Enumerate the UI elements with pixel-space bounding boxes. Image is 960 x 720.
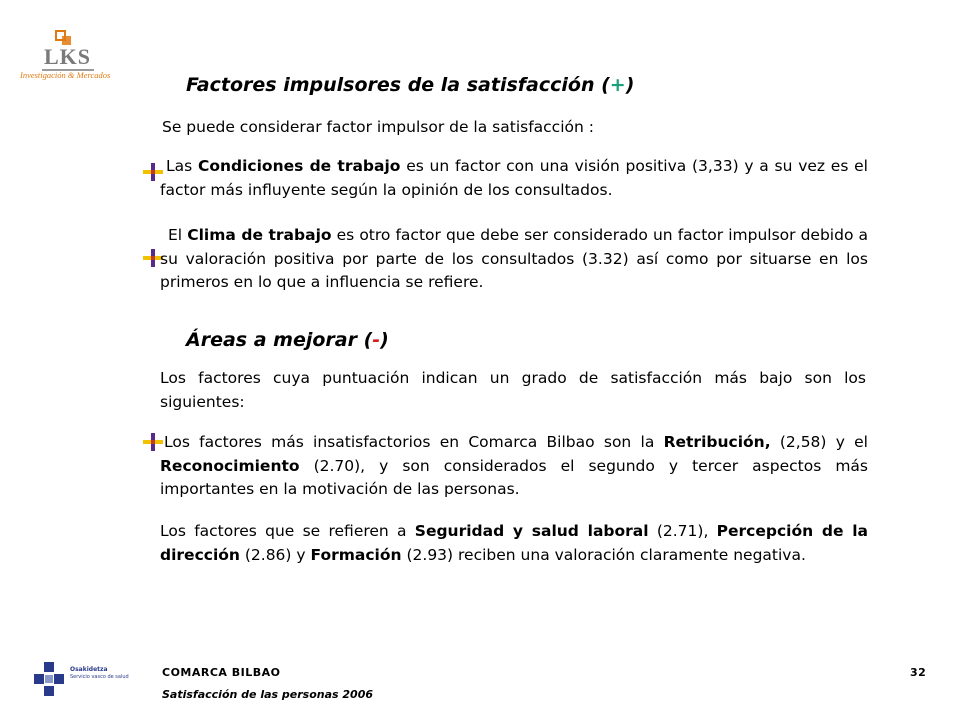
keyword-seguridad: Seguridad y salud laboral: [414, 522, 649, 540]
heading-close: ): [380, 329, 389, 351]
osakidetza-tagline: Servicio vasco de salud: [70, 674, 129, 680]
paragraph-retribucion: Los factores más insatisfactorios en Comarca Bilbao son la Retribución, (2,58) y el Reconocimiento (2.70), y son considerados el segundo y tercer aspectos más importantes en la motivación de las personas.: [160, 433, 868, 498]
section-intro: Se puede considerar factor impulsor de la satisfacción :: [162, 118, 594, 136]
paragraph-condiciones: Las Condiciones de trabajo es un factor con una visión positiva (3,33) y a su vez es el factor más influyente según la opinión de los consultados.: [160, 157, 868, 199]
section-intro-mejorar: Los factores cuya puntuación indican un grado de satisfacción más bajo son los siguientes:: [160, 369, 866, 411]
section-heading-mejorar: [186, 329, 389, 351]
logo-text: LKS: [44, 44, 92, 69]
keyword-percepcion: Percepción de la dirección: [160, 522, 869, 564]
plus-symbol: +: [609, 74, 626, 96]
lks-logo: [18, 30, 118, 86]
keyword-retribucion: Retribución,: [663, 433, 771, 451]
heading-text: Factores impulsores de la satisfacción (: [186, 74, 610, 96]
heading-close: ): [625, 74, 635, 96]
page-number: 32: [910, 666, 927, 679]
minus-symbol: -: [372, 329, 381, 351]
keyword-reconocimiento: Reconocimiento: [160, 456, 300, 475]
footer-organization: COMARCA BILBAO: [162, 666, 281, 679]
keyword-formacion: Formación: [310, 545, 402, 564]
keyword-clima: Clima de trabajo: [187, 226, 332, 244]
keyword-condiciones: Condiciones de trabajo: [197, 157, 401, 175]
osakidetza-logo: [32, 660, 132, 704]
osakidetza-cross-icon: [32, 660, 66, 700]
osakidetza-name: Osakidetza: [70, 666, 108, 673]
paragraph-clima: El Clima de trabajo es otro factor que debe ser considerado un factor impulsor debido a su valoración positiva por parte de los consultados (3.32) así como por situarse en los primeros en lo que a influencia se refiere.: [160, 226, 869, 291]
heading-text: Áreas a mejorar (: [186, 329, 373, 351]
footer-subtitle: Satisfacción de las personas 2006: [162, 688, 374, 701]
logo-tagline: Investigación & Mercados: [20, 70, 111, 80]
section-heading-impulsores: [186, 74, 634, 96]
paragraph-seguridad: Los factores que se refieren a Seguridad y salud laboral (2.71), Percepción de la dirección (2.86) y Formación (2.93) reciben una valoración claramente negativa.: [160, 522, 869, 564]
